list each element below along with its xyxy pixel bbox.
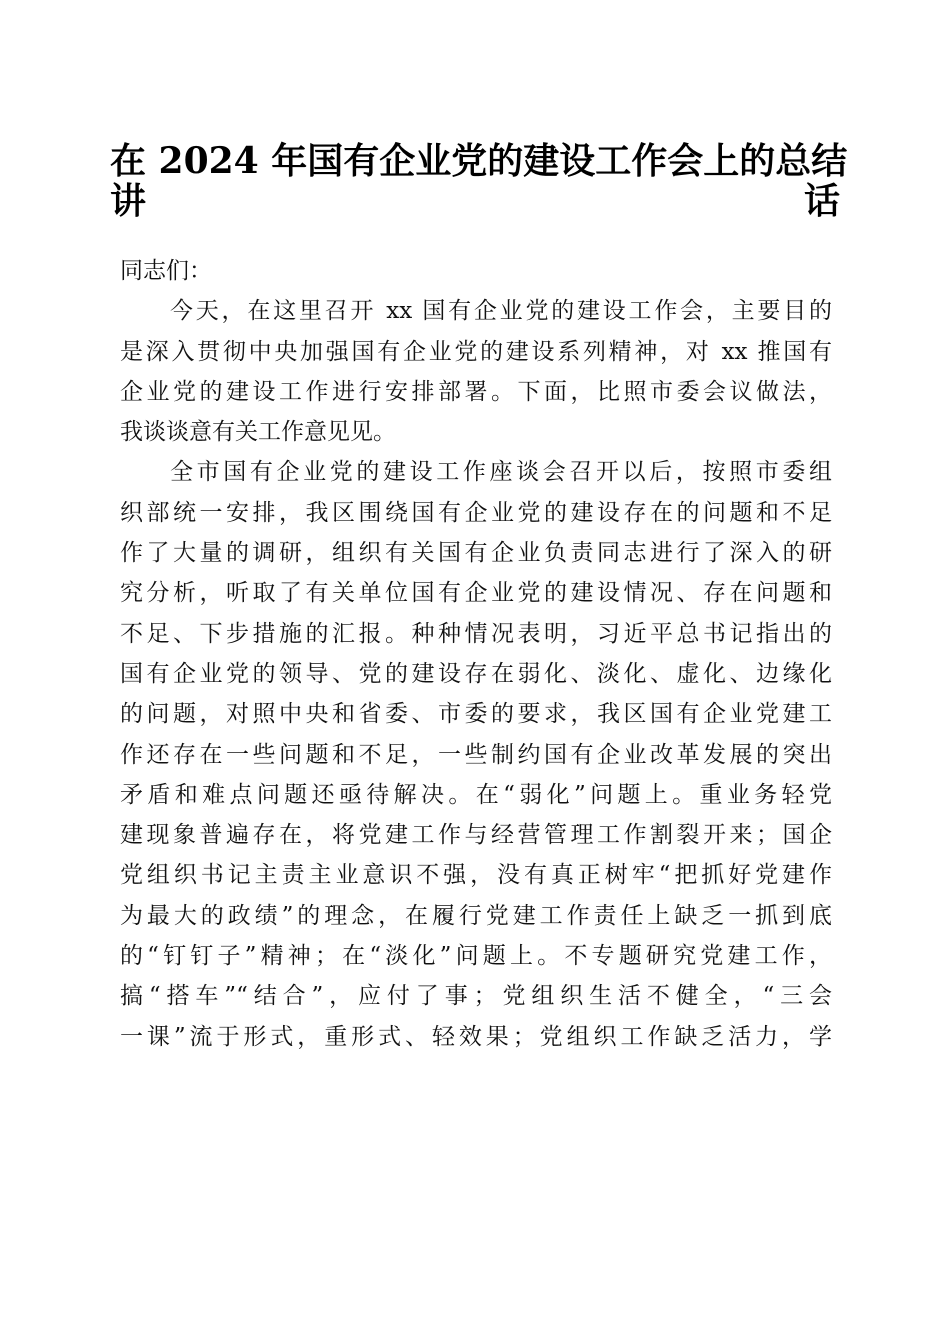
paragraph-2-line-9: 矛盾和难点问题还亟待解决。在“弱化”问题上。重业务轻党 [120, 781, 832, 808]
paragraph-2-line-8: 作还存在一些问题和不足，一些制约国有企业改革发展的突出 [120, 741, 832, 768]
paragraph-2-line-3: 作了大量的调研，组织有关国有企业负责同志进行了深入的研 [120, 540, 832, 567]
paragraph-2-line-12: 为最大的政绩”的理念，在履行党建工作责任上缺乏一抓到底 [120, 902, 832, 929]
paragraph-1-line-3: 企业党的建设工作进行安排部署。下面，比照市委会议做法， [120, 378, 832, 405]
document-body [120, 251, 832, 1057]
paragraph-2-line-1: 全市国有企业党的建设工作座谈会召开以后，按照市委组 [170, 459, 832, 486]
document-title [110, 138, 848, 223]
paragraph-2-line-4: 究分析，听取了有关单位国有企业党的建设情况、存在问题和 [120, 580, 832, 607]
paragraph-1 [120, 291, 832, 452]
title-line-1: 在 2024 年国有企业党的建设工作会上的总结 [110, 140, 848, 182]
paragraph-1-line-2: 是深入贯彻中央加强国有企业党的建设系列精神，对 xx 推国有 [120, 338, 832, 365]
paragraph-2-line-2: 织部统一安排，我区围绕国有企业党的建设存在的问题和不足 [120, 499, 832, 526]
paragraph-2-line-10: 建现象普遍存在，将党建工作与经营管理工作割裂开来；国企 [120, 822, 832, 849]
paragraph-2 [120, 452, 832, 1056]
paragraph-1-line-1: 今天，在这里召开 xx 国有企业党的建设工作会，主要目的 [170, 298, 832, 325]
paragraph-2-line-6: 国有企业党的领导、党的建设存在弱化、淡化、虚化、边缘化 [120, 660, 832, 687]
paragraph-2-line-13: 的“钉钉子”精神；在“淡化”问题上。不专题研究党建工作， [120, 943, 832, 970]
paragraph-2-line-14: 搞“搭车”“结合”，应付了事；党组织生活不健全，“三会 [120, 983, 832, 1010]
paragraph-2-line-7: 的问题，对照中央和省委、市委的要求，我区国有企业党建工 [120, 701, 832, 728]
paragraph-2-line-5: 不足、下步措施的汇报。种种情况表明，习近平总书记指出的 [120, 620, 832, 647]
paragraph-2-line-11: 党组织书记主责主业意识不强，没有真正树牢“把抓好党建作 [120, 862, 832, 889]
paragraph-2-line-15: 一课”流于形式，重形式、轻效果；党组织工作缺乏活力，学 [120, 1023, 832, 1050]
title-line-2: 讲话 [110, 180, 840, 223]
greeting: 同志们： [120, 258, 212, 284]
paragraph-1-line-4: 我谈谈意有关工作意见见。 [120, 419, 396, 446]
